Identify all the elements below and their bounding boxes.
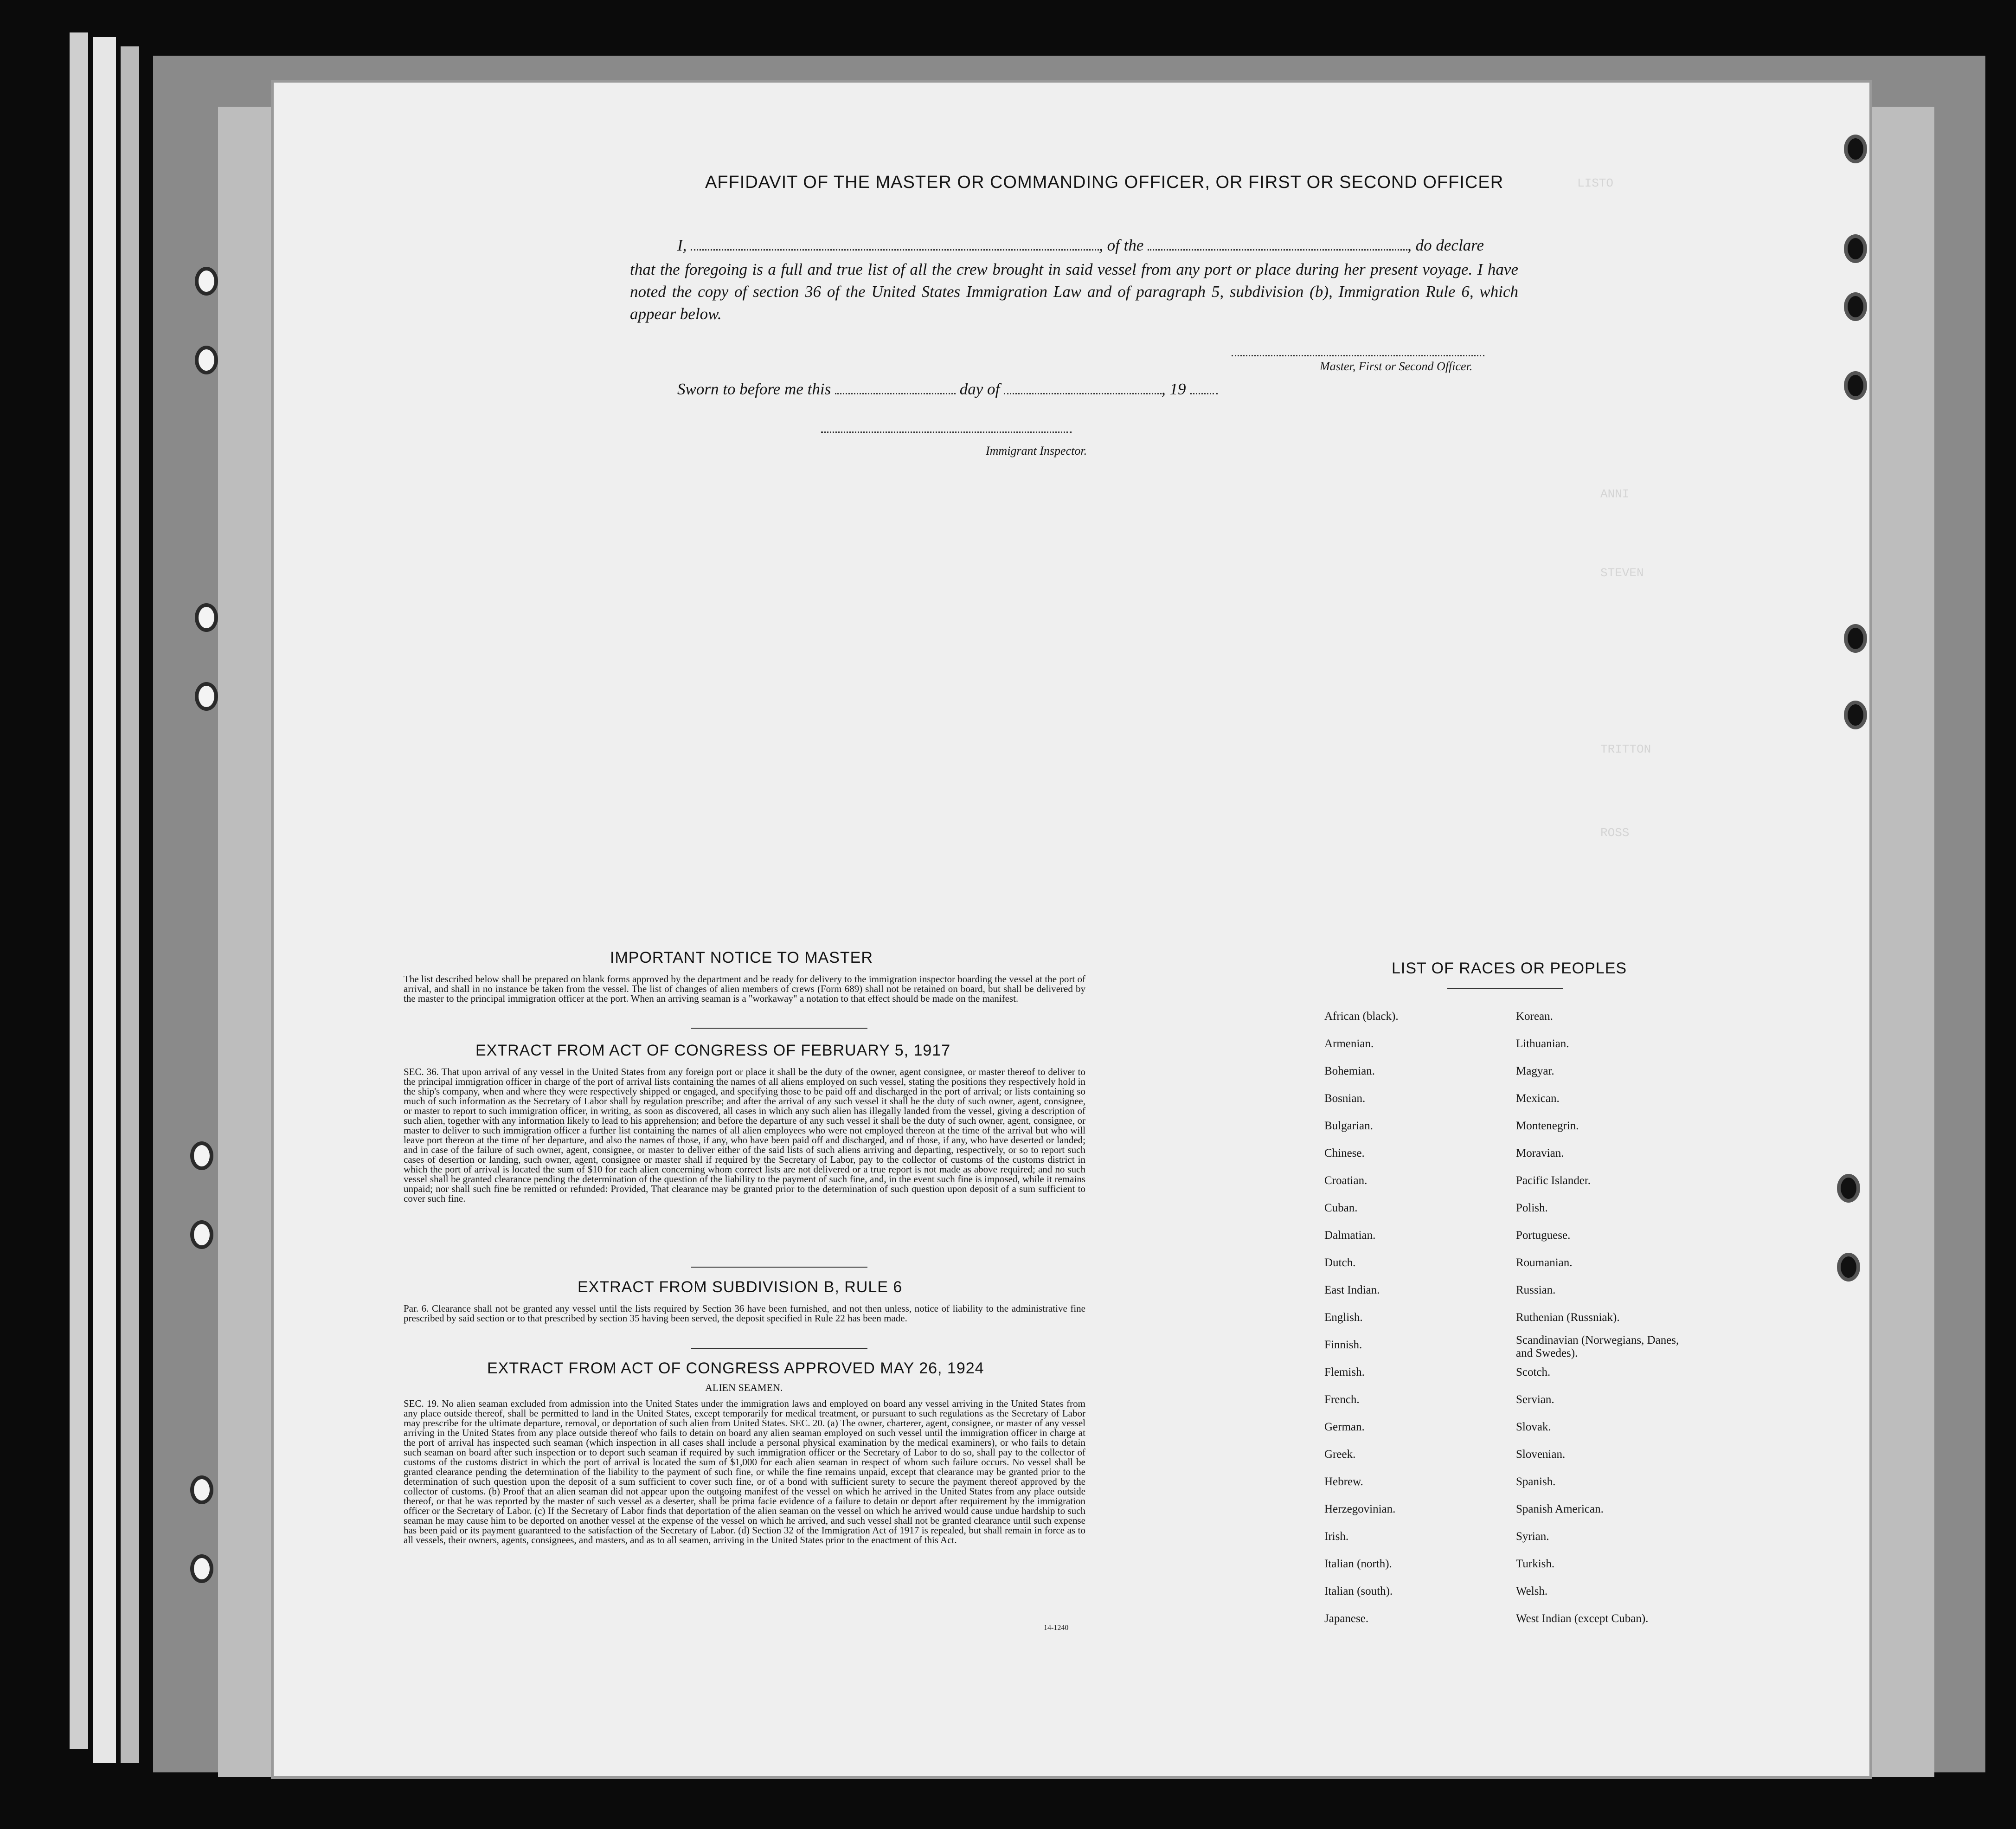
race-left: Dalmatian. — [1324, 1229, 1376, 1242]
race-right: Moravian. — [1516, 1147, 1564, 1159]
divider — [691, 1028, 867, 1029]
race-right: Spanish. — [1516, 1475, 1556, 1488]
affidavit-title: AFFIDAVIT OF THE MASTER OR COMMANDING OFFICER, OR FIRST OR SECOND OFFICER — [705, 173, 1504, 192]
binder-hole — [1844, 701, 1867, 729]
sworn-year-blank[interactable] — [1190, 381, 1218, 394]
race-right: Scotch. — [1516, 1366, 1551, 1378]
race-right: Polish. — [1516, 1202, 1548, 1214]
page-stack-edge — [70, 32, 88, 1749]
binder-hole — [1844, 624, 1867, 653]
race-right: Scandinavian (Norwegians, Danes, and Swedes). — [1516, 1334, 1679, 1359]
sworn-day-blank[interactable] — [835, 381, 956, 394]
bleed-through-text: TRITTON — [1600, 742, 1651, 756]
extract-1924-subtitle: ALIEN SEAMEN. — [705, 1382, 783, 1393]
binder-hole — [1844, 292, 1867, 321]
bleed-through-text: ROSS — [1600, 826, 1630, 840]
master-signature-caption: Master, First or Second Officer. — [1320, 360, 1473, 373]
binder-hole — [1837, 1253, 1860, 1282]
race-left: Irish. — [1324, 1530, 1349, 1543]
extract-rule6-title: EXTRACT FROM SUBDIVISION B, RULE 6 — [578, 1278, 903, 1296]
form-number: 14-1240 — [1044, 1624, 1069, 1632]
binder-hole — [1844, 234, 1867, 263]
extract-1924-text: SEC. 19. No alien seaman excluded from admission into the United States under the immigration laws and employed on board any vessel arriving in the United States from any place outside thereof, shall be permitted to land in the United States, except temporarily for medical treatment, or pursuant to such regulations as the Secretary of Labor may prescribe for the ultimate departure, removal, or deportation of such alien from United States. SEC. 20. (a) The owner, charterer, agent, consignee, or master of any vessel arriving in the United States from any place outside thereof who fails to detain on board any alien seaman employed on such vessel until the immigration officer in charge at the port of arrival has inspected such seaman (which inspection in all cases shall include a personal physical examination by the medical examiners), or who fails to detain such seaman on board after such inspection or to deport such seaman if required by such immigration officer or the Secretary of Labor to do so, shall pay to the collector of customs of the customs district in which the port of arrival is located the sum of $1,000 for each alien seaman in respect of whom such failure occurs. No vessel shall be granted clearance pending the determination of the liability to the payment of such fine, or while the fine remains unpaid, except that clearance may be granted prior to the determination of such question upon the deposit of a sum sufficient to cover such fine, or of a bond with sufficient surety to secure the payment thereof approved by the collector of customs. (b) Proof that an alien seaman did not appear upon the outgoing manifest of the vessel on which he arrived in the United States from any place outside thereof, or that he was reported by the master of such vessel as a deserter, shall be prima facie evidence of a failure to detain or deport after requirement by the immigration officer or the Secretary of Labor. (c) If the Secretary of Labor finds that deportation of the alien seaman on the vessel on which he arrived would cause undue hardship to such seaman he may cause him to be deported on another vessel at the expense of the vessel on which he arrived, and such vessel shall not be granted clearance until such expense has been paid or its payment guaranteed to the satisfaction of the Secretary of Labor. (d) Section 32 of the Immigration Act of 1917 is repealed, but shall remain in force as to all vessels, their owners, agents, consignees, and masters, and as to all seamen, arriving in the United States prior to the enactment of this Act. — [404, 1398, 1085, 1546]
race-right: Magyar. — [1516, 1065, 1554, 1077]
race-right: Spanish American. — [1516, 1503, 1604, 1515]
race-right: Turkish. — [1516, 1558, 1555, 1570]
race-left: Herzegovinian. — [1324, 1503, 1396, 1515]
binder-hole — [195, 682, 218, 711]
race-right: Lithuanian. — [1516, 1037, 1569, 1050]
race-left: English. — [1324, 1311, 1363, 1324]
race-right: Korean. — [1516, 1010, 1553, 1023]
binder-hole — [195, 267, 218, 296]
race-right: Slovak. — [1516, 1421, 1551, 1433]
binder-hole — [1837, 1174, 1860, 1203]
race-left: Dutch. — [1324, 1256, 1356, 1269]
sworn-line — [677, 378, 1327, 400]
inspector-signature-line[interactable] — [821, 431, 1072, 433]
race-left: Bohemian. — [1324, 1065, 1375, 1077]
race-left: African (black). — [1324, 1010, 1399, 1023]
race-right: Ruthenian (Russniak). — [1516, 1311, 1620, 1324]
race-left: Cuban. — [1324, 1202, 1358, 1214]
binder-hole — [190, 1220, 213, 1249]
binder-hole — [1844, 135, 1867, 163]
year-text: , 19 — [1161, 380, 1186, 398]
day-of-text: day of — [959, 380, 1000, 398]
extract-1924-title: EXTRACT FROM ACT OF CONGRESS APPROVED MAY 26, 1924 — [487, 1359, 984, 1377]
binder-hole — [1844, 371, 1867, 400]
race-left: Italian (north). — [1324, 1558, 1392, 1570]
race-left: East Indian. — [1324, 1284, 1380, 1296]
race-left: Japanese. — [1324, 1612, 1369, 1625]
race-left: Finnish. — [1324, 1339, 1362, 1351]
race-left: Armenian. — [1324, 1037, 1374, 1050]
bleed-through-text: LISTO — [1577, 176, 1614, 190]
bleed-through-text: STEVEN — [1600, 566, 1644, 580]
race-right: Pacific Islander. — [1516, 1174, 1591, 1187]
divider — [691, 1267, 867, 1268]
race-right: Russian. — [1516, 1284, 1556, 1296]
race-right: Montenegrin. — [1516, 1120, 1579, 1132]
race-right: Welsh. — [1516, 1585, 1548, 1597]
affidavit-line1 — [677, 234, 1517, 257]
race-right: Roumanian. — [1516, 1256, 1573, 1269]
race-left: Flemish. — [1324, 1366, 1365, 1378]
master-signature-line[interactable] — [1232, 355, 1484, 356]
race-right: Portuguese. — [1516, 1229, 1571, 1242]
divider — [691, 1348, 867, 1349]
race-right: Mexican. — [1516, 1092, 1560, 1105]
binder-hole — [195, 346, 218, 374]
notice-text: The list described below shall be prepared on blank forms approved by the department and be ready for delivery to the immigration inspector boarding the vessel at the port of arrival, and shall in no instance be taken from the vessel. The list of changes of alien members of crews (Form 689) shall not be retained on board, but shall be delivered by the master to the principal immigration officer at the port. When an arriving seaman is a "workaway" a notation to that effect should be made on the manifest. — [404, 973, 1085, 1004]
race-left: Italian (south). — [1324, 1585, 1393, 1597]
notice-title: IMPORTANT NOTICE TO MASTER — [610, 949, 873, 966]
name-blank[interactable] — [691, 237, 1099, 251]
bleed-through-text: ANNI — [1600, 487, 1630, 501]
page-stack-edge — [93, 37, 116, 1763]
binder-hole — [190, 1475, 213, 1504]
sworn-month-blank[interactable] — [1004, 381, 1162, 394]
race-right: Slovenian. — [1516, 1448, 1566, 1461]
race-right: West Indian (except Cuban). — [1516, 1612, 1649, 1625]
vessel-blank[interactable] — [1148, 237, 1407, 251]
affidavit-i: I, — [677, 236, 687, 254]
page-stack-edge — [121, 46, 139, 1763]
binder-hole — [190, 1141, 213, 1170]
race-left: Bulgarian. — [1324, 1120, 1373, 1132]
binder-hole — [190, 1554, 213, 1583]
race-left: Bosnian. — [1324, 1092, 1366, 1105]
binder-hole — [195, 603, 218, 632]
race-left: French. — [1324, 1393, 1360, 1406]
races-title: LIST OF RACES OR PEOPLES — [1392, 960, 1627, 977]
affidavit-body: that the foregoing is a full and true list of all the crew brought in said vessel from any port or place during her present voyage. I have noted the copy of section 36 of the United States Immigration Law and of paragraph 5, subdivision (b), Immigration Rule 6, which appear below. — [630, 260, 1518, 323]
of-the-text: , of the — [1099, 236, 1144, 254]
race-left: Croatian. — [1324, 1174, 1368, 1187]
race-right: Servian. — [1516, 1393, 1554, 1406]
race-right: Syrian. — [1516, 1530, 1549, 1543]
sworn-text: Sworn to before me this — [677, 380, 831, 398]
extract-1917-text: SEC. 36. That upon arrival of any vessel in the United States from any foreign port or place it shall be the duty of the owner, agent consignee, or master thereof to deliver to the principal immigration officer in charge of the port of arrival lists containing the names of all aliens employed on such vessel, stating the positions they respectively hold in the ship's company, when and where they were respectively shipped or engaged, and specifying those to be paid off and discharged in the port of arrival; or lists containing so much of such information as the Secretary of Labor shall by regulation prescribe; and after the arrival of any such vessel it shall be the duty of such owner, agent, consignee, or master to report to such immigration officer, in writing, as soon as discovered, all cases in which any such alien has illegally landed from the vessel, giving a description of such alien, together with any information likely to lead to his apprehension; and before the departure of any such vessel it shall be the duty of such owner, agent, consignee, or master to deliver to such immigration officer a further list containing the names of all alien employees who were not employed thereon at the time of the arrival but who will leave port thereon at the time of her departure, and also the names of those, if any, who have been paid off and discharged, and of those, if any, who have deserted or landed; and in case of the failure of such owner, agent, consignee, or master to deliver either of the said lists of such aliens arriving and departing, respectively, or so to report such cases of desertion or landing, such owner, agent, consignee or master shall if required by the Secretary of Labor, pay to the collector of customs of the customs district in which the port of arrival is located the sum of $10 for each alien concerning whom correct lists are not delivered or a true report is not made as above required; and no such vessel shall be granted clearance pending the determination of the question of the liability to the payment of such fine, and, in the event such fine is imposed, while it remains unpaid; nor shall such fine be remitted or refunded: Provided, That clearance may be granted prior to the determination of such question upon deposit of a sum sufficient to cover such fine. — [404, 1066, 1085, 1204]
race-left: Hebrew. — [1324, 1475, 1363, 1488]
race-left: Chinese. — [1324, 1147, 1365, 1159]
divider — [1447, 988, 1563, 989]
declare-text: , do declare — [1407, 236, 1484, 254]
inspector-caption: Immigrant Inspector. — [986, 444, 1087, 457]
race-left: German. — [1324, 1421, 1365, 1433]
extract-1917-title: EXTRACT FROM ACT OF CONGRESS OF FEBRUARY 5, 1917 — [475, 1042, 951, 1059]
race-left: Greek. — [1324, 1448, 1356, 1461]
extract-rule6-text: Par. 6. Clearance shall not be granted any vessel until the lists required by Section 36 have been furnished, and not then unless, notice of liability to the administrative fine prescribed by said section or to that prescribed by section 35 having been served, the deposit specified in Rule 22 has been made. — [404, 1303, 1085, 1324]
